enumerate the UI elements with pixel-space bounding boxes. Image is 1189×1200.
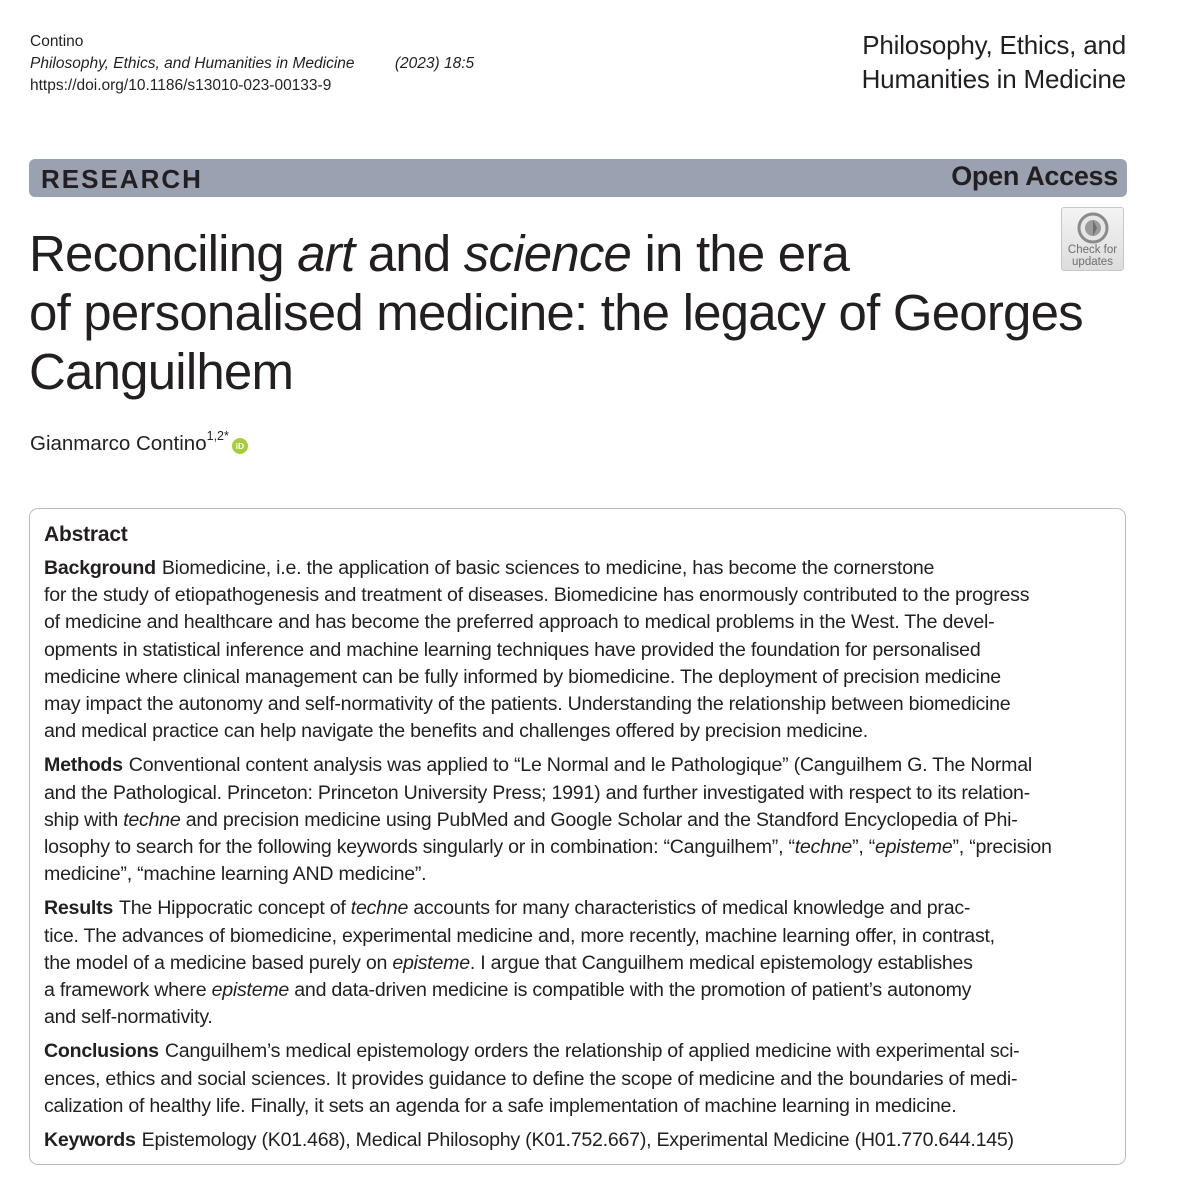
author-name[interactable]: Gianmarco Contino: [30, 431, 207, 455]
abstract-results: Results The Hippocratic concept of techne accounts for many characteristics of medical knowledge and prac- tice. The advances of biomedicine, experimental medicine and, more recently, machine learning offer, in contrast, the model of a medicine based purely on episteme. I argue that Canguilhem medical epistemology establishes a framework where episteme and data-driven medicine is compatible with the promotion of patient’s autonomy and self-normativity.: [44, 897, 995, 1029]
journal-logo-line1: Philosophy, Ethics, and: [862, 30, 1126, 60]
abstract-methods: Methods Conventional content analysis was applied to “Le Normal and le Pathologique” (Canguilhem G. The Normal and the Pathological. Princeton: Princeton University Press; 1991) and further investigated with respect to its relation- ship with techne and precision medicine using PubMed and Google Scholar and the Standford Encyclopedia of Phi- losophy to search for the following keywords singularly or in combination: “Canguilhem”, “techne”, “episteme”, “precision medicine”, “machine learning AND medicine”.: [44, 754, 1052, 886]
journal-logo-line2: Humanities in Medicine: [861, 64, 1126, 94]
journal-citation-line: [30, 53, 474, 75]
abstract-content: [44, 520, 1129, 1161]
open-access-label: Open Access: [951, 161, 1118, 191]
journal-name: Philosophy, Ethics, and Humanities in Medicine: [30, 55, 355, 72]
title-line-1: Reconciling art and science in the era: [29, 225, 850, 282]
results-label: Results: [44, 897, 114, 920]
article-title: [29, 224, 1139, 401]
keywords-text: Epistemology (K01.468), Medical Philosophy (K01.752.667), Experimental Medicine (H01.770.644.145): [141, 1129, 1014, 1152]
article-type-label: RESEARCH: [41, 164, 203, 194]
author-line: [30, 424, 248, 458]
check-updates-line2: updates: [1072, 255, 1113, 268]
check-updates-line1: Check for: [1067, 244, 1118, 256]
journal-logo: [862, 28, 1126, 96]
author-affiliations[interactable]: 1,2*: [206, 429, 229, 443]
year-volume: (2023) 18:5: [394, 55, 475, 72]
keywords-label: Keywords: [44, 1129, 136, 1152]
citation-header: [30, 31, 474, 97]
doi-link[interactable]: https://doi.org/10.1186/s13010-023-00133-9: [30, 77, 332, 94]
article-type-banner: [29, 159, 1127, 197]
methods-label: Methods: [44, 754, 123, 777]
abstract-keywords: [44, 1127, 1129, 1154]
header-author: Contino: [30, 33, 84, 50]
abstract-conclusions: Conclusions Canguilhem’s medical epistemology orders the relationship of applied medicine with experimental sci- ences, ethics and social sciences. It provides guidance to define the scope of medicine and the boundaries of medi- calization of healthy life. Finally, it sets an agenda for a safe implementation of machine learning in medicine.: [44, 1040, 1020, 1117]
conclusions-label: Conclusions: [44, 1040, 159, 1063]
abstract-heading: Abstract: [44, 523, 128, 546]
abstract-background: Background Biomedicine, i.e. the application of basic sciences to medicine, has become the cornerstone for the study of etiopathogenesis and treatment of diseases. Biomedicine has enormously contributed to the progress of medicine and healthcare and has become the preferred approach to medical problems in the West. The devel- opments in statistical inference and machine learning techniques have provided the foundation for personalised medicine where clinical management can be fully informed by biomedicine. The deployment of precision medicine may impact the autonomy and self-normativity of the patients. Understanding the relationship between biomedicine and medical practice can help navigate the benefits and challenges offered by precision medicine.: [44, 557, 1030, 743]
orcid-icon[interactable]: iD: [232, 438, 248, 454]
background-label: Background: [44, 557, 156, 579]
title-line-2: of personalised medicine: the legacy of Georges: [29, 284, 1083, 341]
title-line-3: Canguilhem: [29, 343, 294, 400]
